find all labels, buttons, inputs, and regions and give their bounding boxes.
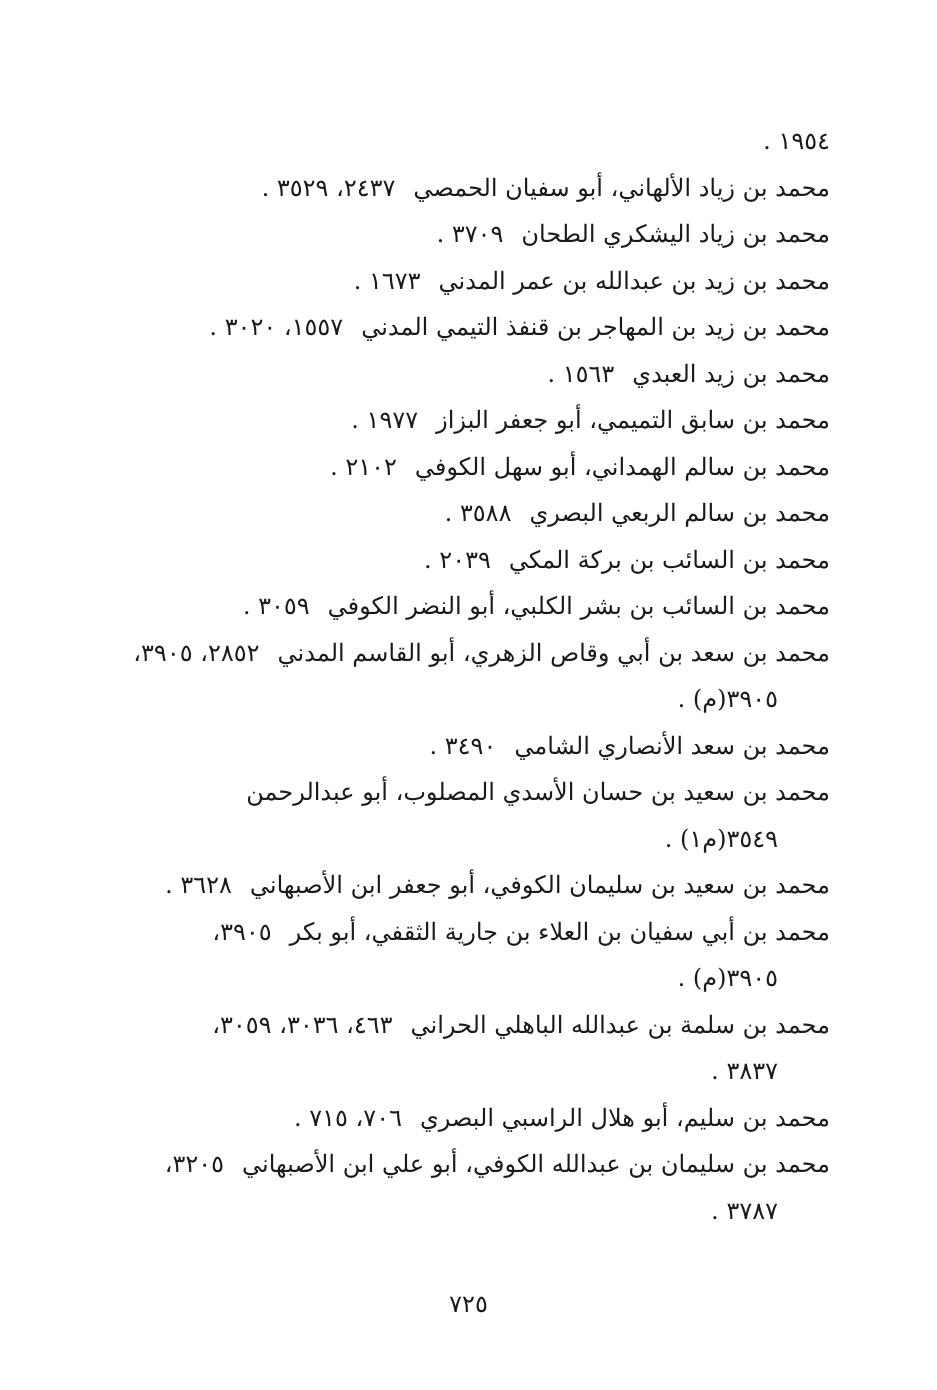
entry-name: محمد بن زيد بن المهاجر بن قنفذ التيمي المدني (361, 313, 830, 341)
list-item (130, 537, 830, 584)
entry-refs: ٢٨٥٢، ٣٩٠٥، (133, 638, 260, 667)
list-item (130, 862, 830, 909)
entry-name: محمد بن أبي سفيان بن العلاء بن جارية الثقفي، أبو بكر (289, 917, 830, 946)
index-entries (130, 118, 830, 1234)
entry-name: محمد بن سالم الربعي البصري (529, 499, 830, 527)
page-number: ٧٢٥ (449, 1290, 488, 1318)
entry-name: محمد بن زياد الألهاني، أبو سفيان الحمصي (413, 173, 830, 202)
entry-refs: ٣٢٠٥، (164, 1150, 225, 1178)
list-item (130, 1002, 830, 1095)
entry-name: محمد بن سلمة بن عبدالله الباهلي الحراني (410, 1010, 830, 1039)
entry-refs: ١٦٧٣ . (353, 266, 421, 295)
entry-continuation: ٣٩٠٥(م) . (677, 964, 778, 992)
list-item (130, 258, 830, 305)
list-item (130, 583, 830, 630)
entry-name: محمد بن سالم الهمداني، أبو سهل الكوفي (414, 452, 830, 481)
entry-refs: ١٥٦٣ . (547, 359, 615, 388)
entry-refs: ١٩٧٧ . (351, 406, 419, 434)
entry-refs: ٢١٠٢ . (330, 452, 397, 481)
list-item (130, 304, 830, 351)
entry-name: محمد بن سعيد بن حسان الأسدي المصلوب، أبو عبدالرحمن (246, 778, 830, 806)
list-item (130, 444, 830, 491)
list-item (130, 397, 830, 444)
entry-continuation: ٣٥٤٩(م١) . (664, 824, 778, 853)
list-item (130, 351, 830, 398)
list-item (130, 1095, 830, 1142)
entry-continuation: ٣٨٣٧ . (711, 1057, 778, 1085)
entry-refs: ٣٥٨٨ . (444, 499, 512, 527)
entry-name: محمد بن زيد العبدي (632, 359, 830, 388)
entry-refs: ٧٠٦، ٧١٥ . (293, 1103, 402, 1132)
list-item (130, 909, 830, 1002)
list-item (130, 723, 830, 770)
entry-refs: ٣٦٢٨ . (165, 871, 232, 899)
list-item (130, 1141, 830, 1234)
entry-refs: ٣٧٠٩ . (436, 220, 504, 248)
entry-refs: ٢٤٣٧، ٣٥٢٩ . (261, 173, 396, 202)
list-item (130, 211, 830, 258)
entry-refs: ٣٠٥٩ . (242, 592, 310, 620)
entry-refs: ٣٩٠٥، (212, 917, 272, 946)
list-item (130, 630, 830, 723)
entry-name: محمد بن السائب بن بركة المكي (508, 545, 830, 574)
entry-refs: ١٥٥٧، ٣٠٢٠ . (209, 313, 344, 341)
list-item (130, 769, 830, 862)
entry-refs: ٤٦٣، ٣٠٣٦، ٣٠٥٩، (212, 1010, 393, 1039)
entry-continuation: ٣٧٨٧ . (711, 1196, 778, 1225)
entry-continuation: ٣٩٠٥(م) . (677, 685, 778, 713)
list-item (130, 165, 830, 212)
list-item (130, 490, 830, 537)
entry-name: محمد بن السائب بن بشر الكلبي، أبو النضر الكوفي (327, 592, 830, 620)
entry-name: محمد بن زياد اليشكري الطحان (521, 220, 830, 248)
entry-refs: ١٩٥٤ . (763, 127, 830, 155)
entry-name: محمد بن سليم، أبو هلال الراسبي البصري (419, 1103, 830, 1132)
entry-name: محمد بن سعد بن أبي وقاص الزهري، أبو القاسم المدني (277, 638, 830, 667)
entry-refs: ٢٠٣٩ . (424, 545, 491, 574)
entry-name: محمد بن زيد بن عبدالله بن عمر المدني (438, 266, 830, 295)
entry-name: محمد بن سعد الأنصاري الشامي (514, 731, 830, 760)
entry-name: محمد بن سعيد بن سليمان الكوفي، أبو جعفر ابن الأصبهاني (249, 871, 830, 899)
list-item (130, 118, 830, 165)
entry-name: محمد بن سليمان بن عبدالله الكوفي، أبو علي ابن الأصبهاني (242, 1150, 830, 1178)
entry-refs: ٣٤٩٠ . (429, 731, 497, 760)
entry-name: محمد بن سابق التميمي، أبو جعفر البزاز (436, 406, 830, 434)
